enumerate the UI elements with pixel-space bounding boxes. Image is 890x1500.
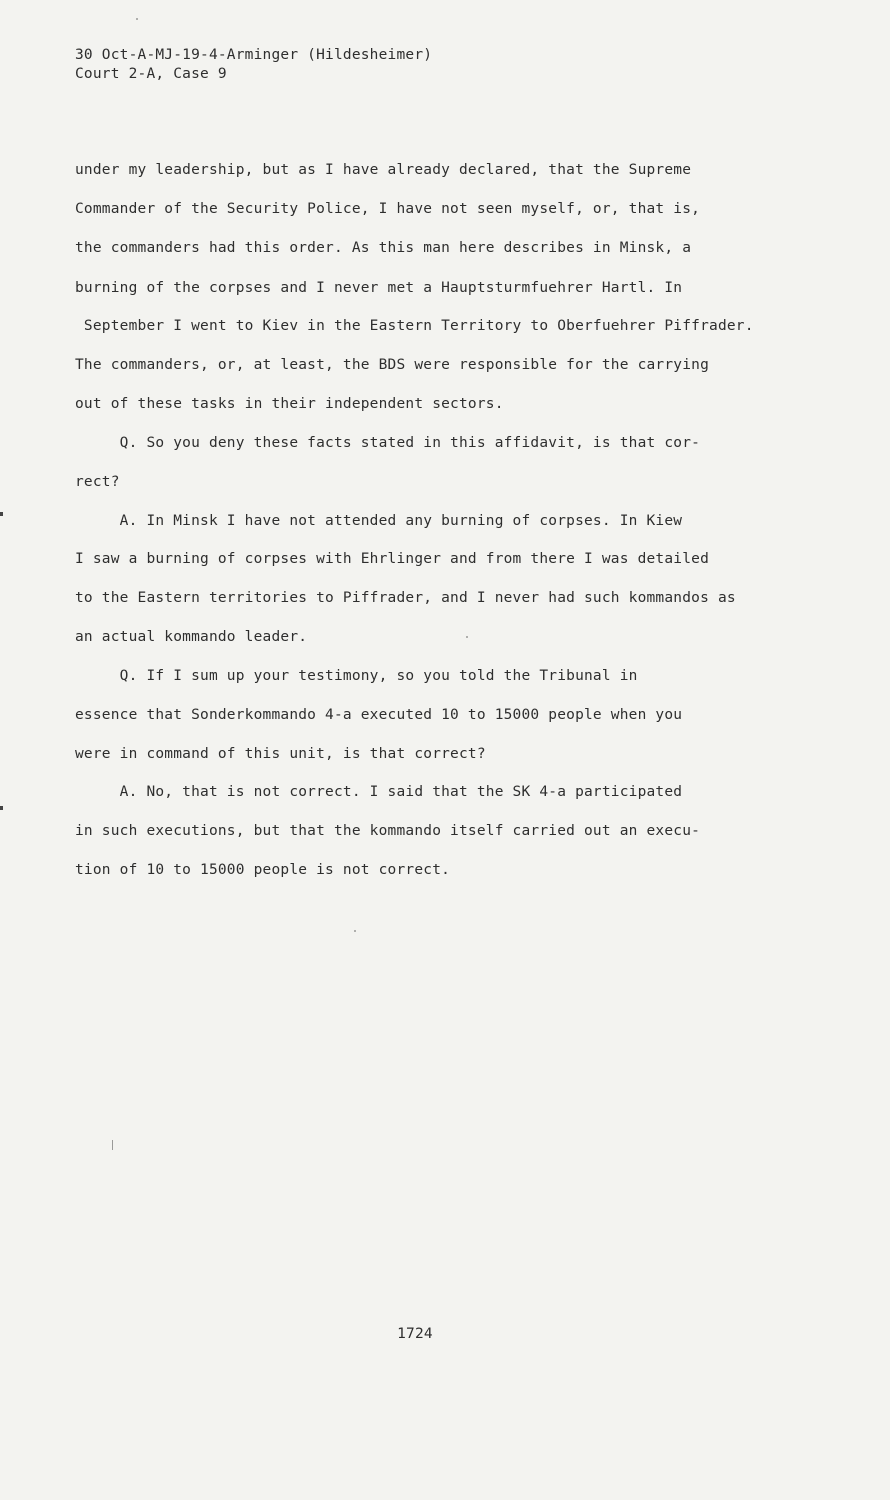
page-edge-mark <box>0 512 3 516</box>
text-line: A. In Minsk I have not attended any burning of corpses. In Kiew <box>75 513 683 529</box>
text-line: Q. So you deny these facts stated in this affidavit, is that cor- <box>75 435 701 451</box>
text-line: Q. If I sum up your testimony, so you told the Tribunal in <box>75 668 638 684</box>
text-line: were in command of this unit, is that correct? <box>75 746 486 762</box>
document-header <box>75 46 432 84</box>
text-line: burning of the corpses and I never met a Hauptsturmfuehrer Hartl. In <box>75 280 683 296</box>
text-line: essence that Sonderkommando 4-a executed 10 to 15000 people when you <box>75 707 683 723</box>
text-line: an actual kommando leader. <box>75 629 308 645</box>
text-line: September I went to Kiev in the Eastern Territory to Oberfuehrer Piffrader. <box>75 318 754 334</box>
text-line: under my leadership, but as I have already declared, that the Supreme <box>75 162 692 178</box>
text-line: rect? <box>75 474 120 490</box>
text-line: in such executions, but that the kommando itself carried out an execu- <box>75 823 701 839</box>
text-line: out of these tasks in their independent sectors. <box>75 396 504 412</box>
paper-speck <box>354 930 356 932</box>
paper-speck <box>466 636 468 638</box>
text-line: A. No, that is not correct. I said that the SK 4-a participated <box>75 784 683 800</box>
page-edge-mark <box>0 806 3 810</box>
paper-speck <box>136 18 138 20</box>
page-number: 1724 <box>397 1326 433 1342</box>
text-line: Commander of the Security Police, I have not seen myself, or, that is, <box>75 201 701 217</box>
text-line: tion of 10 to 15000 people is not correct. <box>75 862 451 878</box>
text-line: the commanders had this order. As this man here describes in Minsk, a <box>75 240 692 256</box>
text-line: The commanders, or, at least, the BDS were responsible for the carrying <box>75 357 710 373</box>
text-line: I saw a burning of corpses with Ehrlinger and from there I was detailed <box>75 551 710 567</box>
text-line: to the Eastern territories to Piffrader, and I never had such kommandos as <box>75 590 736 606</box>
header-line-court: Court 2-A, Case 9 <box>75 66 227 82</box>
paper-speck <box>112 1140 113 1150</box>
header-line-case-reference: 30 Oct-A-MJ-19-4-Arminger (Hildesheimer) <box>75 47 433 63</box>
